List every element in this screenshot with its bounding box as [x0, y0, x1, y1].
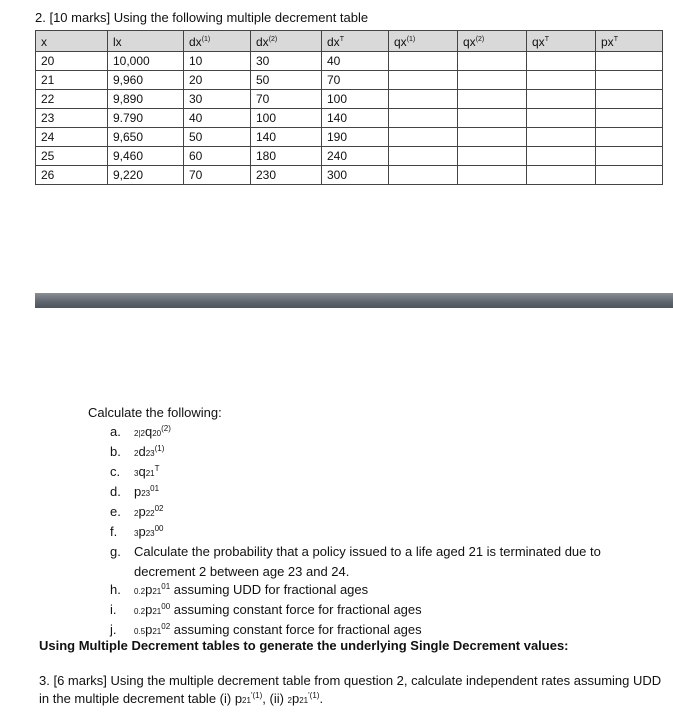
table-cell — [389, 128, 458, 147]
table-cell: 30 — [184, 90, 251, 109]
item-text: 2|2q20$^{(2)}$ — [134, 424, 171, 439]
page-top — [0, 0, 673, 290]
table-row — [36, 90, 663, 109]
item-text: $0.2p21^{00}$ assuming constant force for fractional ages — [134, 602, 422, 617]
table-cell — [458, 128, 527, 147]
item-marker: a. — [110, 424, 121, 439]
item-marker: g. — [110, 544, 121, 559]
table-cell: 20 — [184, 71, 251, 90]
table-cell: 20 — [36, 52, 108, 71]
table-cell: 10,000 — [108, 52, 184, 71]
column-header: x — [36, 31, 108, 52]
table-row — [36, 52, 663, 71]
item-text: Calculate the probability that a policy issued to a life aged 21 is terminated due to decrement 2 between age 23 and 24. — [134, 544, 601, 579]
table-row — [36, 71, 663, 90]
item-marker: e. — [110, 504, 121, 519]
question-3-text: 3. [6 marks] Using the multiple decrement table from question 2, calculate independent rates assuming UDD in the multiple decrement table (i) $p21^{'(1)}$, (ii) $2p21^{'(1)}$. — [39, 673, 662, 706]
table-cell: 240 — [322, 147, 389, 166]
table-cell — [389, 166, 458, 185]
table-cell — [458, 71, 527, 90]
item-marker: i. — [110, 602, 117, 617]
table-row — [36, 147, 663, 166]
calc-item — [110, 503, 650, 523]
table-cell: 9,960 — [108, 71, 184, 90]
item-marker: c. — [110, 464, 121, 479]
table-cell: 100 — [322, 90, 389, 109]
table-cell — [596, 109, 663, 128]
table-cell — [527, 128, 596, 147]
calc-item — [110, 543, 650, 581]
table-cell — [389, 109, 458, 128]
table-cell — [527, 109, 596, 128]
table-cell — [527, 71, 596, 90]
item-text: $2p22^{02}$ — [134, 504, 164, 519]
calc-item — [110, 463, 650, 483]
table-cell: 230 — [251, 166, 322, 185]
table-cell: 50 — [184, 128, 251, 147]
table-cell: 140 — [322, 109, 389, 128]
calculation-list — [110, 423, 650, 641]
table-cell — [596, 90, 663, 109]
table-cell — [389, 71, 458, 90]
table-cell — [596, 128, 663, 147]
column-header: $qx^{(1)}$ — [389, 31, 458, 52]
table-cell: 9,650 — [108, 128, 184, 147]
table-cell — [389, 52, 458, 71]
table-cell: 140 — [251, 128, 322, 147]
table-cell — [596, 52, 663, 71]
item-text: $3q21^T$ — [134, 464, 160, 479]
table-row — [36, 128, 663, 147]
column-header: $qx^{(2)}$ — [458, 31, 527, 52]
table-cell — [458, 147, 527, 166]
calculate-intro: Calculate the following: — [88, 405, 222, 420]
table-cell: 23 — [36, 109, 108, 128]
table-cell: 10 — [184, 52, 251, 71]
table-cell: 21 — [36, 71, 108, 90]
table-cell: 26 — [36, 166, 108, 185]
table-cell: 40 — [322, 52, 389, 71]
column-header: $dx^T$ — [322, 31, 389, 52]
table-cell — [389, 147, 458, 166]
table-cell: 70 — [251, 90, 322, 109]
table-cell — [596, 166, 663, 185]
table-cell — [458, 90, 527, 109]
table-row — [36, 109, 663, 128]
calc-item — [110, 581, 650, 601]
calc-item — [110, 601, 650, 621]
item-text: 2d23$^{(1)}$ — [134, 444, 165, 459]
table-cell — [527, 147, 596, 166]
multiple-decrement-table — [35, 30, 663, 185]
item-text: $p23^{01}$ — [134, 484, 160, 499]
item-text: $3p23^{00}$ — [134, 524, 164, 539]
table-cell: 9,220 — [108, 166, 184, 185]
column-header: $px^T$ — [596, 31, 663, 52]
table-cell: 100 — [251, 109, 322, 128]
table-cell — [458, 166, 527, 185]
table-row — [36, 166, 663, 185]
section-separator — [35, 293, 673, 308]
item-marker: f. — [110, 524, 118, 539]
table-header-row — [36, 31, 663, 52]
table-cell: 180 — [251, 147, 322, 166]
table-cell: 30 — [251, 52, 322, 71]
table-cell: 70 — [184, 166, 251, 185]
column-header: $qx^T$ — [527, 31, 596, 52]
table-cell: 25 — [36, 147, 108, 166]
table-cell — [389, 90, 458, 109]
column-header: $dx^{(2)}$ — [251, 31, 322, 52]
question-2-title: 2. [10 marks] Using the following multiple decrement table — [35, 10, 369, 25]
calc-item — [110, 443, 650, 463]
table-cell: 70 — [322, 71, 389, 90]
item-text: $0.5p21^{02}$ assuming constant force for fractional ages — [134, 622, 422, 637]
table-cell — [527, 90, 596, 109]
table-cell — [596, 71, 663, 90]
table-cell — [596, 147, 663, 166]
table-cell: 9,460 — [108, 147, 184, 166]
table-cell — [458, 52, 527, 71]
table-cell: 50 — [251, 71, 322, 90]
table-cell: 40 — [184, 109, 251, 128]
table-cell: 9,890 — [108, 90, 184, 109]
table-cell — [527, 52, 596, 71]
column-header: $dx^{(1)}$ — [184, 31, 251, 52]
table-cell: 24 — [36, 128, 108, 147]
table-cell: 190 — [322, 128, 389, 147]
table-cell: 22 — [36, 90, 108, 109]
calc-item — [110, 523, 650, 543]
table-cell — [458, 109, 527, 128]
table-cell — [527, 166, 596, 185]
item-text: $0.2p21^{01}$ assuming UDD for fractional ages — [134, 582, 369, 597]
item-marker: h. — [110, 582, 121, 597]
item-marker: d. — [110, 484, 121, 499]
section-heading: Using Multiple Decrement tables to generate the underlying Single Decrement values: — [39, 638, 569, 653]
table-cell: 60 — [184, 147, 251, 166]
item-marker: j. — [110, 622, 117, 637]
table-cell: 300 — [322, 166, 389, 185]
calc-item — [110, 423, 650, 443]
calc-item — [110, 483, 650, 503]
item-marker: b. — [110, 444, 121, 459]
table-cell: 9.790 — [108, 109, 184, 128]
column-header: lx — [108, 31, 184, 52]
